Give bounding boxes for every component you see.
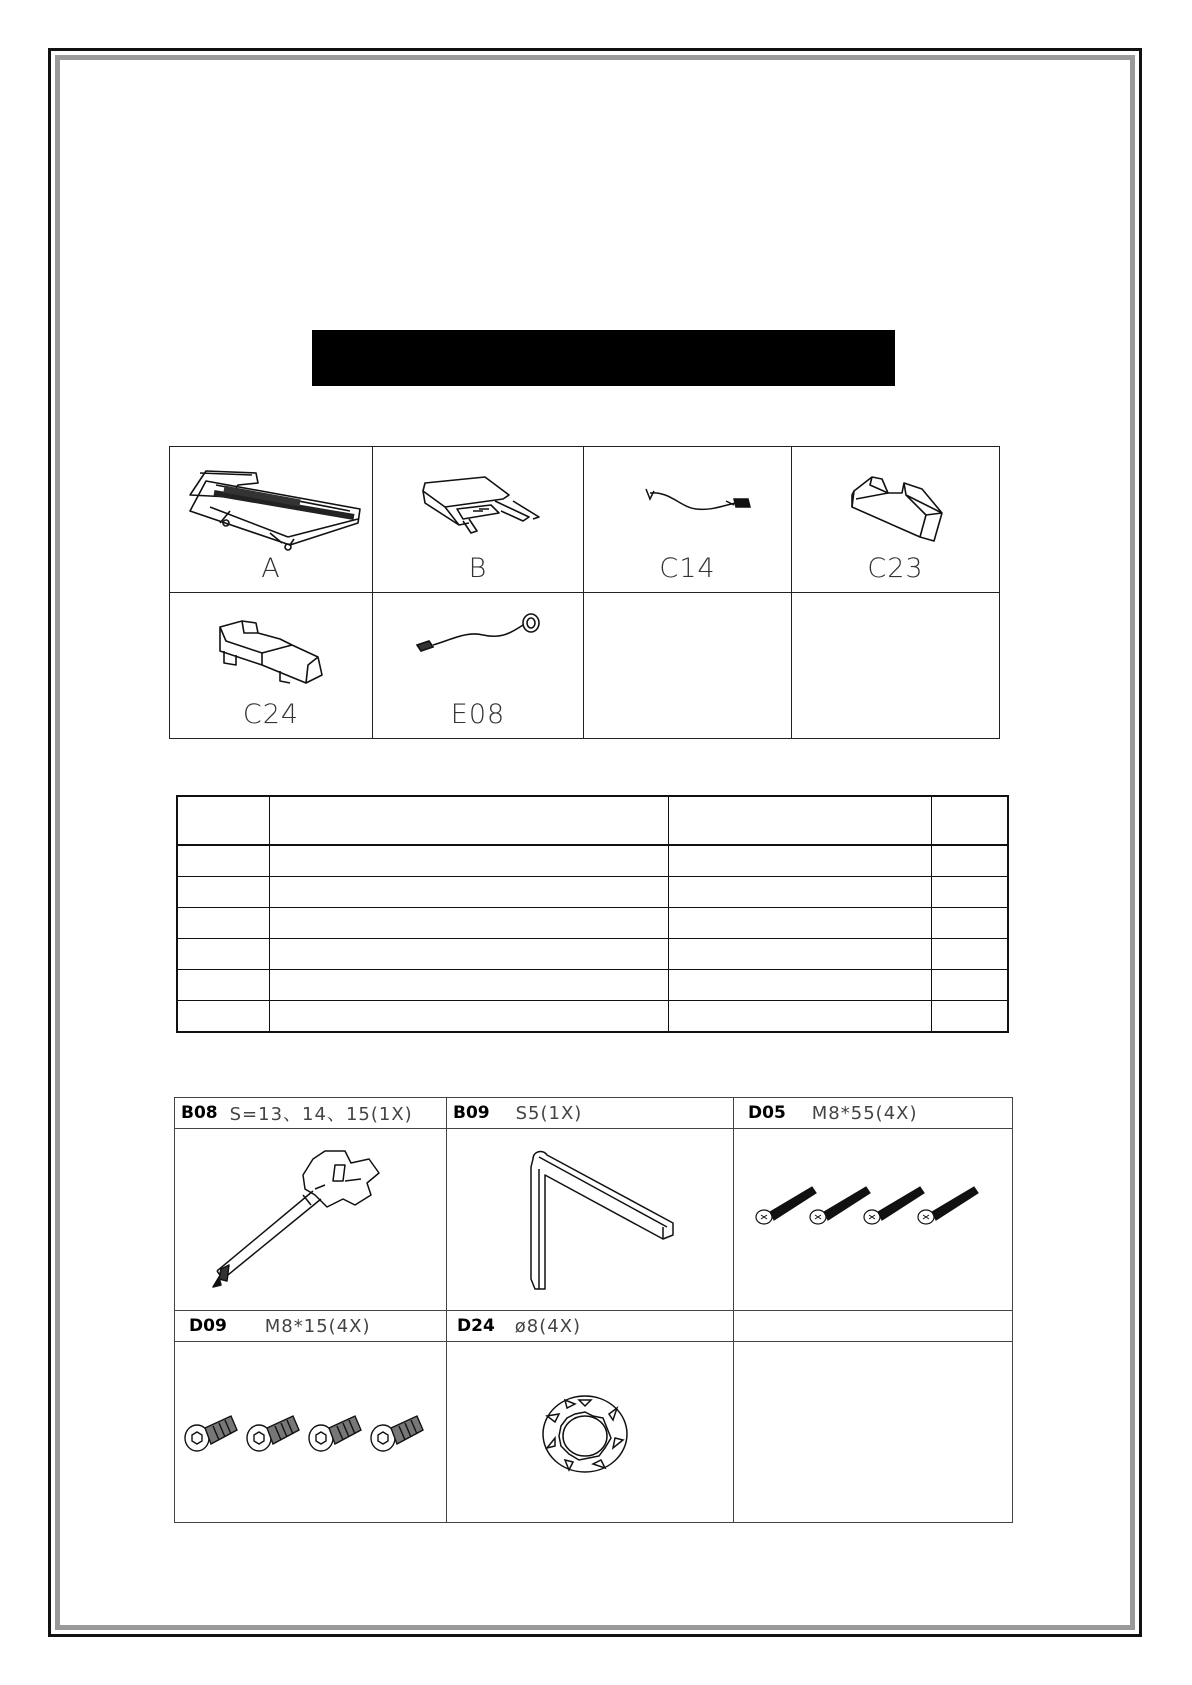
part-cell-c14 bbox=[584, 447, 792, 593]
allen-key-icon bbox=[447, 1129, 734, 1311]
hardware-header-d05 bbox=[734, 1098, 1012, 1129]
hardware-header-d09 bbox=[175, 1311, 447, 1342]
table-row bbox=[177, 939, 1008, 970]
hardware-grid bbox=[174, 1097, 1013, 1523]
part-cell-e08 bbox=[373, 593, 584, 738]
table-cell bbox=[270, 1001, 669, 1033]
empty-part-cell bbox=[792, 593, 999, 738]
table-row bbox=[177, 845, 1008, 877]
table-cell bbox=[931, 845, 1008, 877]
table-cell bbox=[931, 1001, 1008, 1033]
table-cell bbox=[270, 796, 669, 845]
part-label: C14 bbox=[659, 553, 716, 584]
table-cell bbox=[931, 796, 1008, 845]
table-cell bbox=[177, 908, 270, 939]
table-cell bbox=[669, 908, 931, 939]
table-cell bbox=[669, 796, 931, 845]
table-row bbox=[177, 908, 1008, 939]
hardware-image-empty bbox=[734, 1342, 1012, 1522]
table-cell bbox=[177, 845, 270, 877]
table-cell bbox=[669, 877, 931, 908]
parts-grid bbox=[169, 446, 1000, 739]
hardware-image-b09 bbox=[447, 1129, 734, 1311]
hardware-code: D24 bbox=[457, 1316, 495, 1336]
hardware-header-d24 bbox=[447, 1311, 734, 1342]
table-cell bbox=[669, 939, 931, 970]
wrench-screwdriver-icon bbox=[175, 1129, 447, 1311]
table-cell bbox=[270, 908, 669, 939]
table-cell bbox=[270, 845, 669, 877]
table-cell bbox=[177, 1001, 270, 1033]
part-label: C24 bbox=[242, 699, 300, 730]
table-header-row bbox=[177, 796, 1008, 845]
hardware-spec: M8*55(4X) bbox=[811, 1102, 918, 1124]
hardware-image-d24 bbox=[447, 1342, 734, 1522]
table-cell bbox=[177, 877, 270, 908]
part-label: E08 bbox=[450, 699, 506, 730]
part-label: A bbox=[261, 553, 281, 584]
hardware-header-b09 bbox=[447, 1098, 734, 1129]
table-cell bbox=[669, 1001, 931, 1033]
empty-part-cell bbox=[584, 593, 792, 738]
table-cell bbox=[270, 970, 669, 1001]
table-cell bbox=[177, 970, 270, 1001]
table-cell bbox=[931, 939, 1008, 970]
hardware-spec: S5(1X) bbox=[515, 1102, 583, 1124]
lock-washer-icon bbox=[447, 1342, 734, 1522]
part-cell-a bbox=[170, 447, 373, 593]
table-cell bbox=[669, 845, 931, 877]
hardware-header-empty bbox=[734, 1311, 1012, 1342]
table-cell bbox=[177, 796, 270, 845]
title-bar bbox=[312, 330, 895, 386]
hardware-code: D09 bbox=[189, 1316, 227, 1336]
hardware-image-b08 bbox=[175, 1129, 447, 1311]
table-row bbox=[177, 1001, 1008, 1033]
hardware-image-d09 bbox=[175, 1342, 447, 1522]
table-cell bbox=[931, 908, 1008, 939]
table-cell bbox=[931, 970, 1008, 1001]
hardware-spec: M8*15(4X) bbox=[264, 1315, 371, 1337]
hardware-code: B09 bbox=[453, 1103, 490, 1123]
part-cell-c23 bbox=[792, 447, 999, 593]
hardware-header-b08 bbox=[175, 1098, 447, 1129]
table-cell bbox=[270, 877, 669, 908]
parts-list-table bbox=[176, 795, 1009, 1033]
part-label: B bbox=[468, 553, 488, 584]
hardware-spec: S=13、14、15(1X) bbox=[229, 1104, 413, 1125]
table-cell bbox=[177, 939, 270, 970]
hardware-code: D05 bbox=[748, 1103, 786, 1123]
part-cell-b bbox=[373, 447, 584, 593]
countersunk-bolt-icon bbox=[734, 1129, 1014, 1311]
part-label: C23 bbox=[867, 553, 924, 584]
table-row bbox=[177, 970, 1008, 1001]
table-row bbox=[177, 877, 1008, 908]
hardware-spec: ø8(4X) bbox=[514, 1315, 582, 1337]
part-cell-c24 bbox=[170, 593, 373, 738]
table-cell bbox=[931, 877, 1008, 908]
table-cell bbox=[270, 939, 669, 970]
table-cell bbox=[669, 970, 931, 1001]
button-head-bolt-icon bbox=[175, 1342, 447, 1522]
hardware-code: B08 bbox=[181, 1103, 218, 1123]
hardware-image-d05 bbox=[734, 1129, 1012, 1311]
